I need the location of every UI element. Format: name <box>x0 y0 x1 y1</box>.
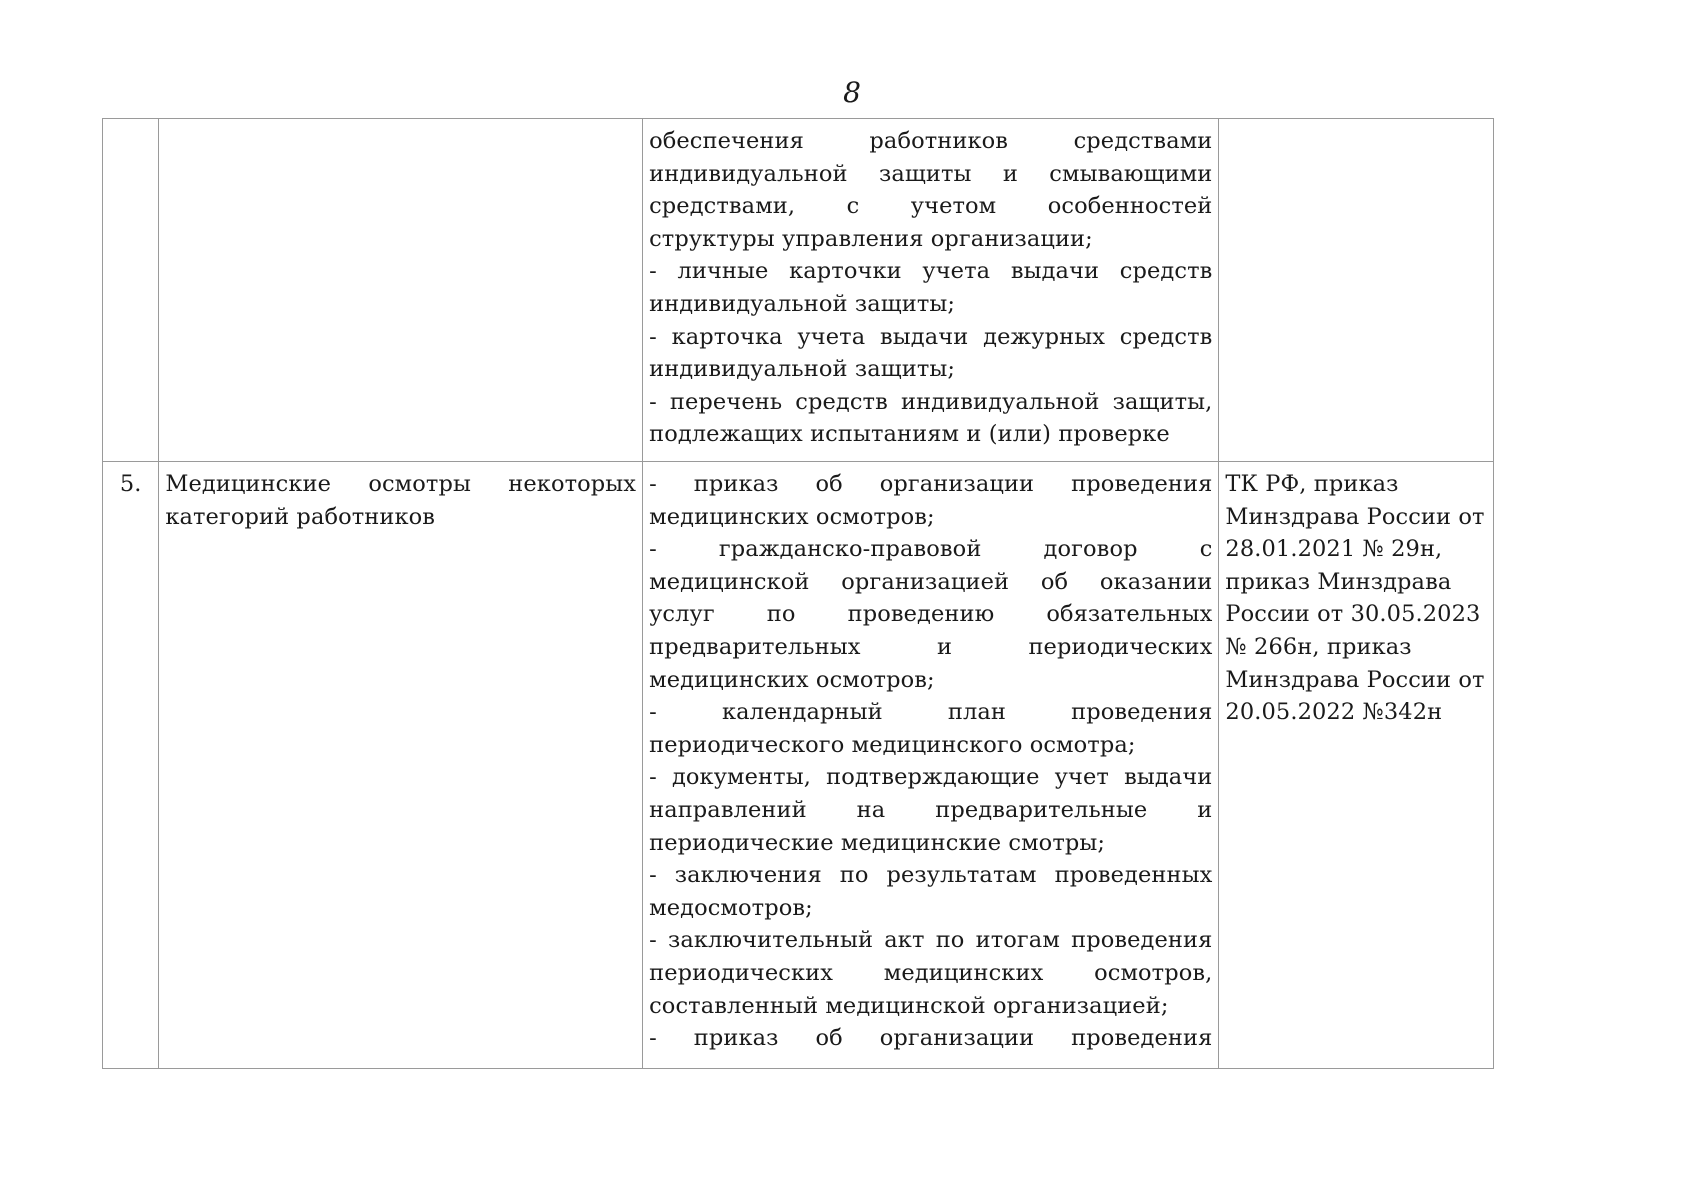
requirement-name-cell <box>159 119 643 462</box>
requirement-name-line: категорий работников <box>165 503 436 530</box>
legal-basis-line: России от 30.05.2023 <box>1225 601 1481 628</box>
legal-basis-line: приказ Минздрава <box>1225 568 1452 595</box>
documents-line: индивидуальной защиты; <box>649 356 956 383</box>
legal-basis-line: Минздрава России от <box>1225 666 1485 693</box>
documents-line: периодического медицинского осмотра; <box>649 731 1136 758</box>
legal-basis-line: 20.05.2022 №342н <box>1225 699 1443 726</box>
table-row <box>103 462 1494 1069</box>
documents-line: направлений на предварительные и <box>649 796 1213 823</box>
documents-line: - личные карточки учета выдачи средств <box>649 258 1213 285</box>
documents-line: - перечень средств индивидуальной защиты, <box>649 388 1213 415</box>
documents-line: периодических медицинских осмотров, <box>649 959 1213 986</box>
documents-line: - гражданско-правовой договор с <box>649 536 1213 563</box>
legal-basis-line: Минздрава России от <box>1225 503 1485 530</box>
documents-line: - приказ об организации проведения <box>649 1025 1213 1052</box>
documents-line: средствами, с учетом особенностей <box>649 193 1213 220</box>
documents-cell <box>643 119 1219 462</box>
documents-line: - заключения по результатам проведенных <box>649 862 1213 889</box>
legal-basis-line: № 266н, приказ <box>1225 633 1412 660</box>
requirements-table <box>102 118 1494 1069</box>
page-number: 8 <box>843 76 861 109</box>
documents-cell <box>643 462 1219 1069</box>
documents-line: - карточка учета выдачи дежурных средств <box>649 323 1213 350</box>
documents-line: составленный медицинской организацией; <box>649 992 1169 1019</box>
requirement-name-cell <box>159 462 643 1069</box>
documents-line: периодические медицинские смотры; <box>649 829 1106 856</box>
legal-basis-line: ТК РФ, приказ <box>1225 471 1399 497</box>
documents-line: индивидуальной защиты; <box>649 290 956 317</box>
legal-basis-cell <box>1219 462 1494 1069</box>
documents-line: медицинских осмотров; <box>649 666 935 693</box>
documents-line: - заключительный акт по итогам проведения <box>649 927 1213 954</box>
documents-line: - документы, подтверждающие учет выдачи <box>649 764 1213 791</box>
row-number-cell: 5. <box>103 462 159 1069</box>
documents-line: - календарный план проведения <box>649 699 1213 726</box>
documents-line: индивидуальной защиты и смывающими <box>649 160 1213 187</box>
table-row <box>103 119 1494 462</box>
documents-line: подлежащих испытаниям и (или) проверке <box>649 421 1170 448</box>
documents-line: предварительных и периодических <box>649 633 1213 660</box>
documents-line: медосмотров; <box>649 894 813 921</box>
documents-line: услуг по проведению обязательных <box>649 601 1213 628</box>
legal-basis-cell <box>1219 119 1494 462</box>
documents-line: медицинской организацией об оказании <box>649 568 1213 595</box>
documents-line: обеспечения работников средствами <box>649 128 1213 154</box>
row-number-cell <box>103 119 159 462</box>
documents-line: структуры управления организации; <box>649 225 1093 252</box>
requirement-name-line: Медицинские осмотры некоторых <box>165 471 637 497</box>
legal-basis-line: 28.01.2021 № 29н, <box>1225 536 1443 563</box>
documents-line: - приказ об организации проведения <box>649 471 1213 497</box>
documents-line: медицинских осмотров; <box>649 503 935 530</box>
